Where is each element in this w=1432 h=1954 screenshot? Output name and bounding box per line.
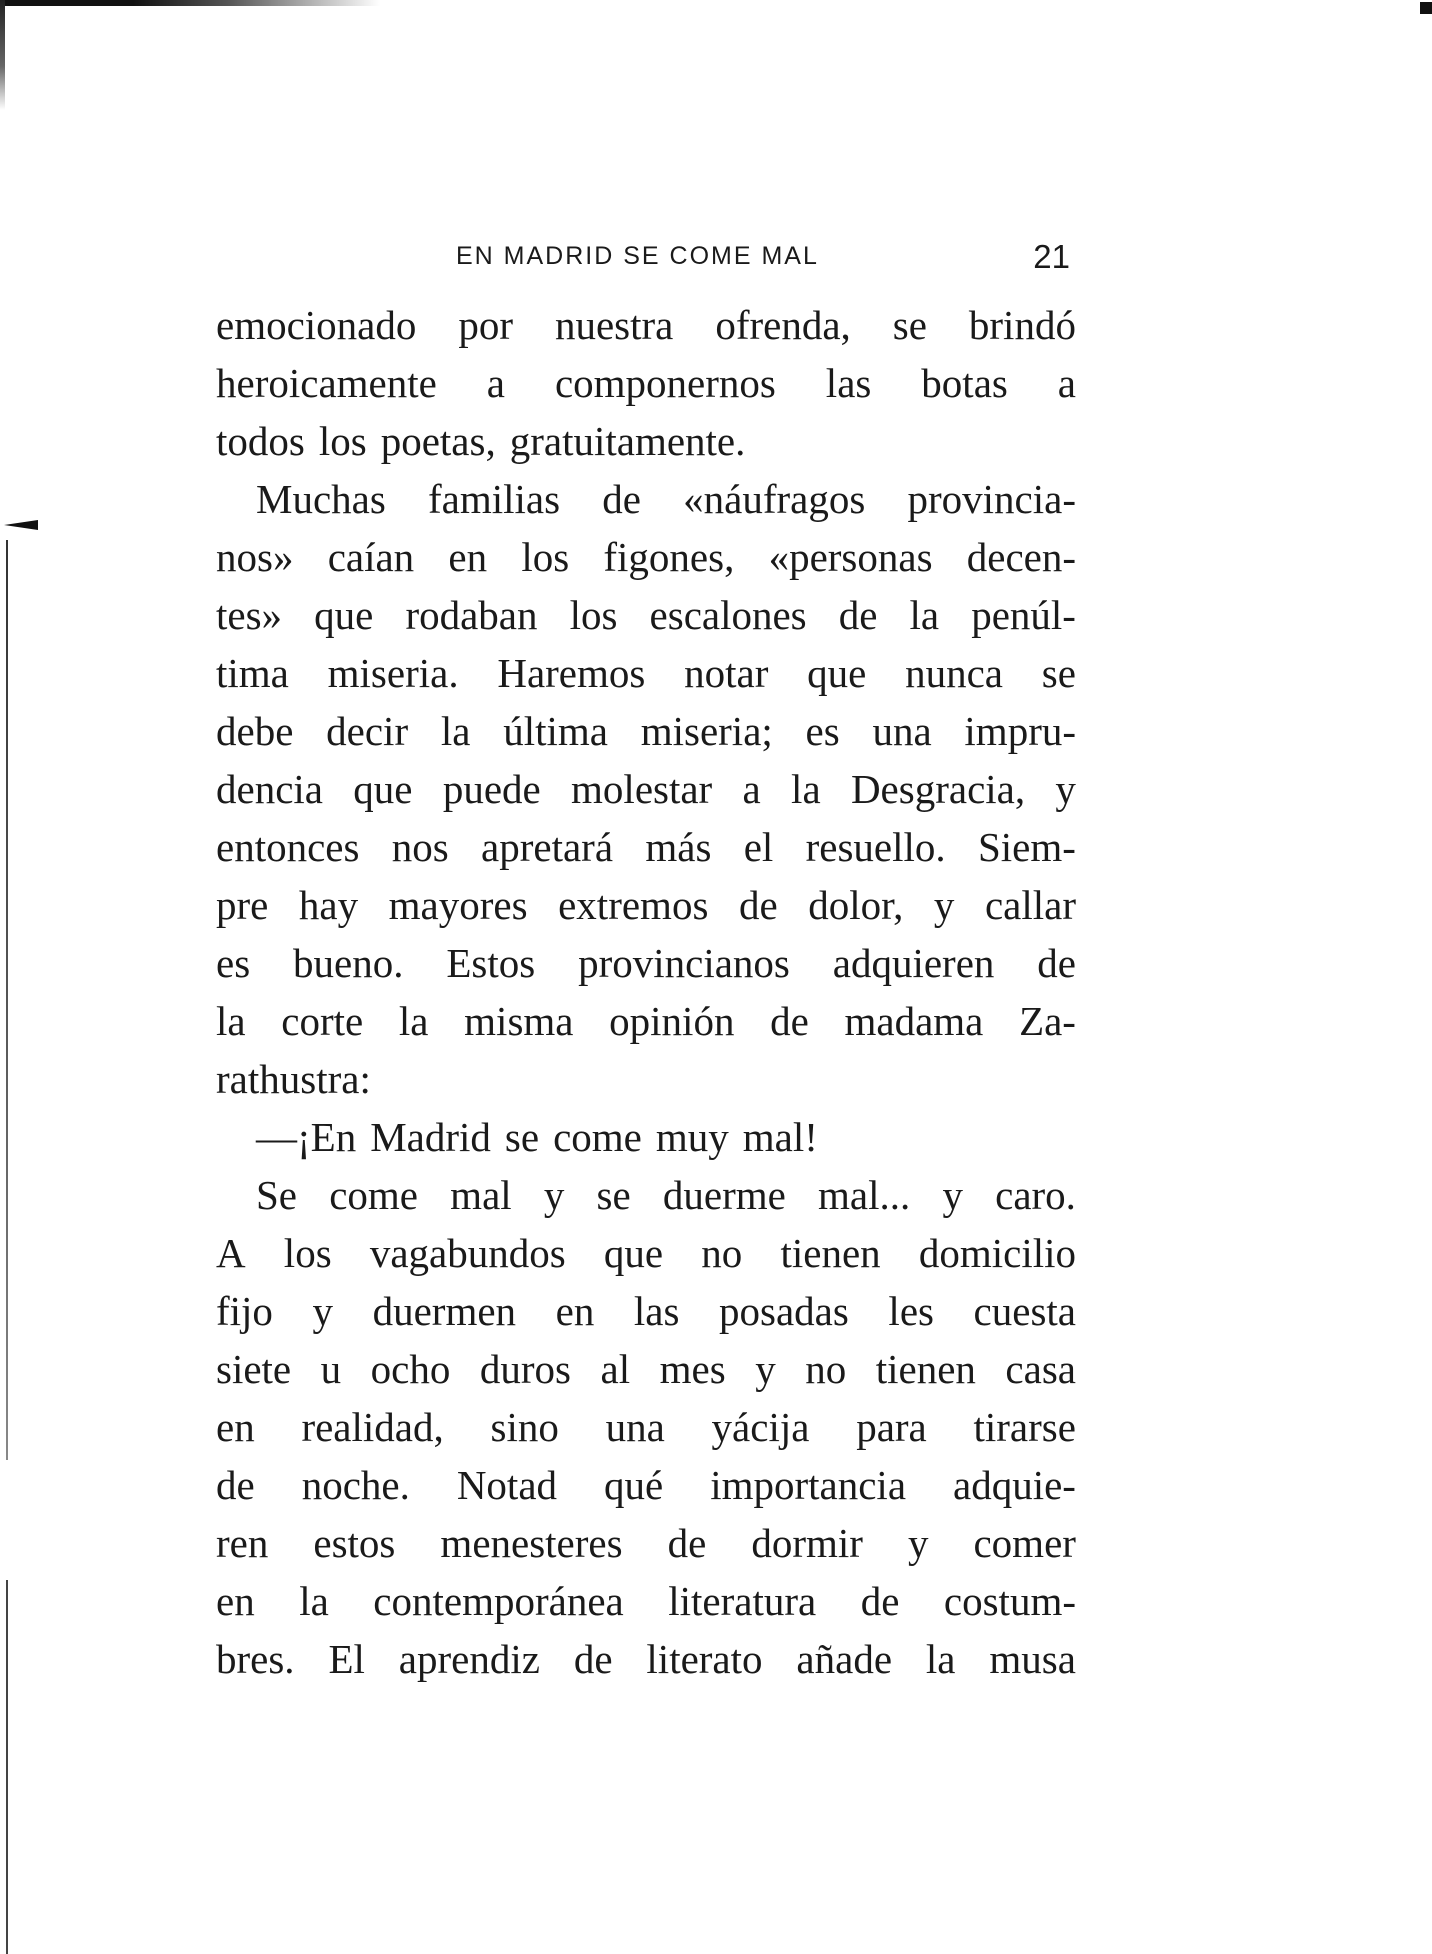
text-line [216, 1398, 1076, 1456]
word: la [216, 998, 246, 1044]
word: una [872, 708, 932, 754]
word: notar [684, 650, 769, 696]
word: dormir [751, 1520, 863, 1566]
word: cuesta [973, 1288, 1076, 1334]
word: Siem- [977, 824, 1076, 870]
word: y [543, 1172, 565, 1218]
word: a [742, 766, 761, 812]
word: debe [216, 708, 294, 754]
word: en [555, 1288, 595, 1334]
word: madama [844, 998, 984, 1044]
word: se [596, 1172, 631, 1218]
word: ofrenda, [715, 302, 851, 348]
word: de [216, 1462, 255, 1508]
word: siete [216, 1346, 292, 1392]
word: nos» [216, 534, 294, 580]
word: los [283, 1230, 332, 1276]
word: se [504, 1114, 540, 1160]
text-line [216, 1340, 1076, 1398]
word: es [805, 708, 840, 754]
word: más [645, 824, 712, 870]
word: botas [921, 360, 1008, 406]
word: heroicamente [216, 360, 437, 406]
word: a [486, 360, 505, 406]
word: tes» [216, 592, 283, 638]
word: de [860, 1578, 900, 1624]
word: a [1057, 360, 1076, 406]
text-line [216, 1572, 1076, 1630]
word: Desgracia, [850, 766, 1026, 812]
text-line [216, 296, 1076, 354]
word: impru- [964, 708, 1076, 754]
word: A [216, 1230, 246, 1276]
word: nunca [905, 650, 1004, 696]
word: y [942, 1172, 963, 1218]
word: Muchas [256, 476, 386, 522]
word: dolor, [808, 882, 904, 928]
word: la [791, 766, 821, 812]
scan-artifact-notch [4, 520, 38, 530]
word: poetas, [380, 418, 496, 464]
word: de [770, 998, 809, 1044]
word: que [603, 1230, 664, 1276]
word: en [448, 534, 488, 580]
word: noche. [301, 1462, 410, 1508]
word: bueno. [293, 940, 404, 986]
word: brindó [968, 302, 1076, 348]
word: de [838, 592, 878, 638]
word: Estos [446, 940, 536, 986]
word: muy [655, 1114, 729, 1160]
word: escalones [649, 592, 807, 638]
word: misma [464, 998, 574, 1044]
word: mal [450, 1172, 512, 1218]
word: El [328, 1636, 365, 1682]
word: las [825, 360, 872, 406]
word: la [398, 998, 429, 1044]
running-title: EN MADRID SE COME MAL [456, 242, 819, 270]
word: en [216, 1578, 255, 1624]
word: las [633, 1288, 680, 1334]
word: en [216, 1404, 255, 1450]
word: come [553, 1114, 642, 1160]
word: mayores [388, 882, 528, 928]
word: literatura [668, 1578, 817, 1624]
text-line [216, 1050, 1076, 1108]
word: menesteres [440, 1520, 623, 1566]
word: los [569, 592, 618, 638]
word: musa [989, 1636, 1076, 1682]
word: —¡En [256, 1114, 357, 1160]
text-line [216, 1108, 1076, 1166]
word: penúl- [971, 592, 1076, 638]
word: la [925, 1636, 956, 1682]
word: u [320, 1346, 342, 1392]
word: contemporánea [373, 1578, 624, 1624]
word: mes [659, 1346, 726, 1392]
word: Madrid [370, 1114, 491, 1160]
word: ocho [370, 1346, 451, 1392]
word: que [807, 650, 867, 696]
scan-artifact-left-edge-bottom [6, 1580, 8, 1954]
word: por [458, 302, 514, 348]
word: caían [327, 534, 415, 580]
word: corte [281, 998, 364, 1044]
word: decir [326, 708, 409, 754]
word: nuestra [554, 302, 674, 348]
word: literato [646, 1636, 763, 1682]
text-line [216, 1630, 1076, 1688]
word: costum- [943, 1578, 1076, 1624]
word: tienen [780, 1230, 881, 1276]
text-line [216, 470, 1076, 528]
word: provincia- [907, 476, 1076, 522]
scan-artifact-corner [0, 0, 5, 110]
word: gratuitamente. [509, 418, 746, 464]
word: la [909, 592, 940, 638]
word: duermen [372, 1288, 517, 1334]
body-text [216, 296, 1076, 1688]
word: los [318, 418, 367, 464]
word: no [805, 1346, 847, 1392]
word: componernos [554, 360, 776, 406]
text-line [216, 876, 1076, 934]
word: les [888, 1288, 934, 1334]
word: al [600, 1346, 631, 1392]
word: figones, [603, 534, 735, 580]
word: tirarse [973, 1404, 1076, 1450]
text-line [216, 1456, 1076, 1514]
word: extremos [558, 882, 709, 928]
word: nos [391, 824, 449, 870]
word: opinión [609, 998, 735, 1044]
word: y [907, 1520, 929, 1566]
scan-artifact-left-edge [6, 540, 8, 1460]
word: adquieren [832, 940, 995, 986]
word: para [856, 1404, 927, 1450]
running-head [200, 238, 1080, 278]
word: come [329, 1172, 418, 1218]
text-line [216, 934, 1076, 992]
word: emocionado [216, 302, 417, 348]
text-line [216, 702, 1076, 760]
word: apretará [481, 824, 614, 870]
word: Haremos [497, 650, 646, 696]
word: fijo [216, 1288, 273, 1334]
word: aprendiz [398, 1636, 540, 1682]
word: «náufragos [683, 476, 866, 522]
text-line [216, 644, 1076, 702]
word: y [1055, 766, 1076, 812]
word: yácija [711, 1404, 810, 1450]
word: y [755, 1346, 776, 1392]
text-line [216, 586, 1076, 644]
text-line [216, 354, 1076, 412]
word: que [314, 592, 374, 638]
word: miseria. [327, 650, 459, 696]
word: entonces [216, 824, 360, 870]
word: molestar [571, 766, 713, 812]
word: de [602, 476, 641, 522]
text-line [216, 1166, 1076, 1224]
text-line [216, 760, 1076, 818]
word: casa [1005, 1346, 1076, 1392]
word: importancia [710, 1462, 907, 1508]
scan-artifact-right [1420, 2, 1432, 14]
word: qué [604, 1462, 664, 1508]
word: añade [796, 1636, 893, 1682]
word: sino [490, 1404, 559, 1450]
word: de [573, 1636, 613, 1682]
word: realidad, [301, 1404, 444, 1450]
word: provincianos [578, 940, 790, 986]
text-line [216, 818, 1076, 876]
word: puede [442, 766, 541, 812]
word: todos [216, 418, 305, 464]
word: es [216, 940, 251, 986]
word: tima [216, 650, 289, 696]
word: la [440, 708, 471, 754]
word: mal! [742, 1114, 818, 1160]
text-line [216, 412, 1076, 470]
word: tienen [875, 1346, 976, 1392]
word: pre [216, 882, 269, 928]
word: bres. [216, 1636, 295, 1682]
word: Notad [456, 1462, 558, 1508]
word: comer [973, 1520, 1076, 1566]
word: y [312, 1288, 334, 1334]
word: última [503, 708, 608, 754]
word: duros [479, 1346, 571, 1392]
word: miseria; [640, 708, 773, 754]
word: dencia [216, 766, 323, 812]
word: rathustra: [216, 1056, 371, 1102]
word: familias [428, 476, 561, 522]
word: una [605, 1404, 665, 1450]
word: Za- [1019, 998, 1076, 1044]
word: y [933, 882, 955, 928]
word: la [299, 1578, 329, 1624]
word: rodaban [405, 592, 538, 638]
word: caro. [995, 1172, 1076, 1218]
word: de [667, 1520, 707, 1566]
word: adquie- [953, 1462, 1076, 1508]
word: de [1037, 940, 1076, 986]
text-line [216, 1224, 1076, 1282]
text-line [216, 1282, 1076, 1340]
word: el [743, 824, 774, 870]
word: se [1041, 650, 1076, 696]
word: callar [984, 882, 1076, 928]
text-line [216, 528, 1076, 586]
word: «personas [768, 534, 933, 580]
scan-artifact-top [0, 0, 380, 6]
word: resuello. [805, 824, 946, 870]
text-line [216, 992, 1076, 1050]
word: de [738, 882, 778, 928]
word: domicilio [918, 1230, 1076, 1276]
page-number: 21 [1033, 238, 1070, 275]
word: Se [256, 1172, 297, 1218]
word: hay [298, 882, 359, 928]
word: ren [216, 1520, 269, 1566]
word: que [353, 766, 413, 812]
word: los [521, 534, 570, 580]
word: no [701, 1230, 743, 1276]
word: posadas [719, 1288, 849, 1334]
word: estos [313, 1520, 396, 1566]
text-line [216, 1514, 1076, 1572]
word: mal... [818, 1172, 911, 1218]
word: decen- [966, 534, 1076, 580]
word: vagabundos [369, 1230, 566, 1276]
word: se [892, 302, 927, 348]
word: duerme [662, 1172, 786, 1218]
